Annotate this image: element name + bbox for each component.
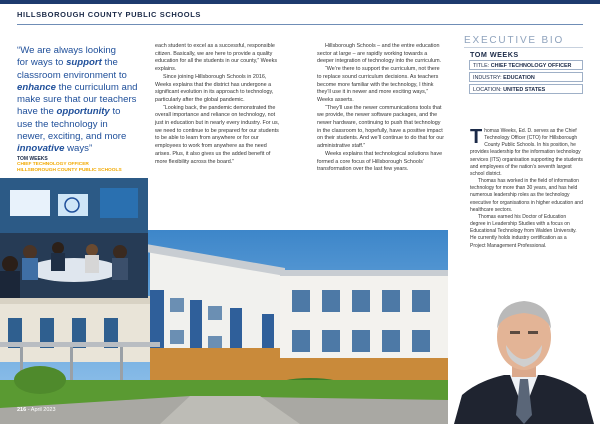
- article-column-1: [155, 43, 283, 166]
- bio-text: Thomas Weeks, Ed. D. serves as the Chief Technology Officer (CTO) for Hillsborough County Public Schools. In his position, he provides leadership for the information technology services (ITS) organisation supporting the students and employees of the nation’s seventh largest school district. Thomas has worked in the field of information technology for more than 30 years, and has held numerous leadership roles as the technology executive for organisations in higher education and healthcare sectors. Thomas earned his Doctor of Education degree in Leadership Studies with a focus on Educational Technology from Walden University. He currently holds industry certification as a Project Management Professional.: [470, 126, 583, 249]
- bio-title-field: TITLE: CHIEF TECHNOLOGY OFFICER: [469, 60, 583, 70]
- paragraph: Thomas earned his Doctor of Education degree in Leadership Studies with a focus on Educational Technology from Walden University. He currently holds industry certification as a Project Management Professional.: [470, 213, 577, 249]
- paragraph: Thomas has worked in the field of information technology for more than 30 years, and has held numerous leadership roles as the technology executive for organisations in higher education and healthcare sectors.: [470, 178, 583, 213]
- paragraph: Since joining Hillsborough Schools in 2016, Weeks explains that the district has undergone a significant evolution in its approach to technology, particularly after the global pandemic.: [155, 73, 274, 103]
- paragraph: “Looking back, the pandemic demonstrated the overall importance and reliance on technology, not just in education but in nearly every industry. For us, we need to continue to be prepared for our students to be able to learn from anywhere or for our employees to work from anywhere as the need arises. Plus, it also gives us the added benefit of more flexibility across the board.”: [155, 104, 280, 165]
- pull-quote: “We are always looking for ways to support the classroom environment to enhance the curriculum and make sure that our teachers have the opportunity to use the technology in newer, exciting, and more innovative ways”: [17, 45, 138, 155]
- paragraph: Weeks explains that technological solutions have formed a core focus of Hillsborough Schools’ transformation over the last few years.: [317, 150, 443, 173]
- bio-location-field: LOCATION: UNITED STATES: [469, 84, 583, 94]
- paragraph: each student to excel as a successful, responsible citizen. Basically, we are here to provide a quality education for all the students in our county,” Weeks explains.: [155, 43, 278, 73]
- paragraph: “They’ll use the newer communications tools that we provide, the newer software packages, and the newer hardware, continuing to push that technology in the classroom to, hopefully, have a positive impact on their students. And we’ll continue to do that for our administrative staff.”: [317, 104, 445, 150]
- bio-divider: [464, 47, 583, 48]
- paragraph: “We’re there to support the curriculum, not there to replace sound curriculum decisions. As teachers become more familiar with the technology, I think they’ll use it in newer and more exciting ways,” Weeks asserts.: [317, 66, 440, 103]
- bio-industry-field: INDUSTRY: EDUCATION: [469, 72, 583, 82]
- header-divider: [17, 24, 583, 25]
- article-column-2: [317, 43, 445, 174]
- bio-name: TOM WEEKS: [470, 50, 519, 59]
- quote-attribution-name: TOM WEEKS: [17, 156, 48, 162]
- executive-bio-heading: EXECUTIVE BIO: [464, 35, 565, 46]
- publication-title: HILLSBOROUGH COUNTY PUBLIC SCHOOLS: [17, 10, 202, 19]
- dropcap: T: [470, 126, 483, 148]
- portrait-photo: [448, 283, 600, 424]
- classroom-photo: [0, 178, 148, 298]
- quote-attribution-role: CHIEF TECHNOLOGY OFFICER HILLSBOROUGH COUNTY PUBLIC SCHOOLS: [17, 162, 122, 173]
- page-footer: 216 - April 2023: [17, 407, 56, 413]
- paragraph: Hillsborough Schools – and the entire education sector at large – are rapidly working towards a deeper integration of technology into the curriculum.: [317, 43, 442, 65]
- top-accent-bar: [0, 0, 600, 4]
